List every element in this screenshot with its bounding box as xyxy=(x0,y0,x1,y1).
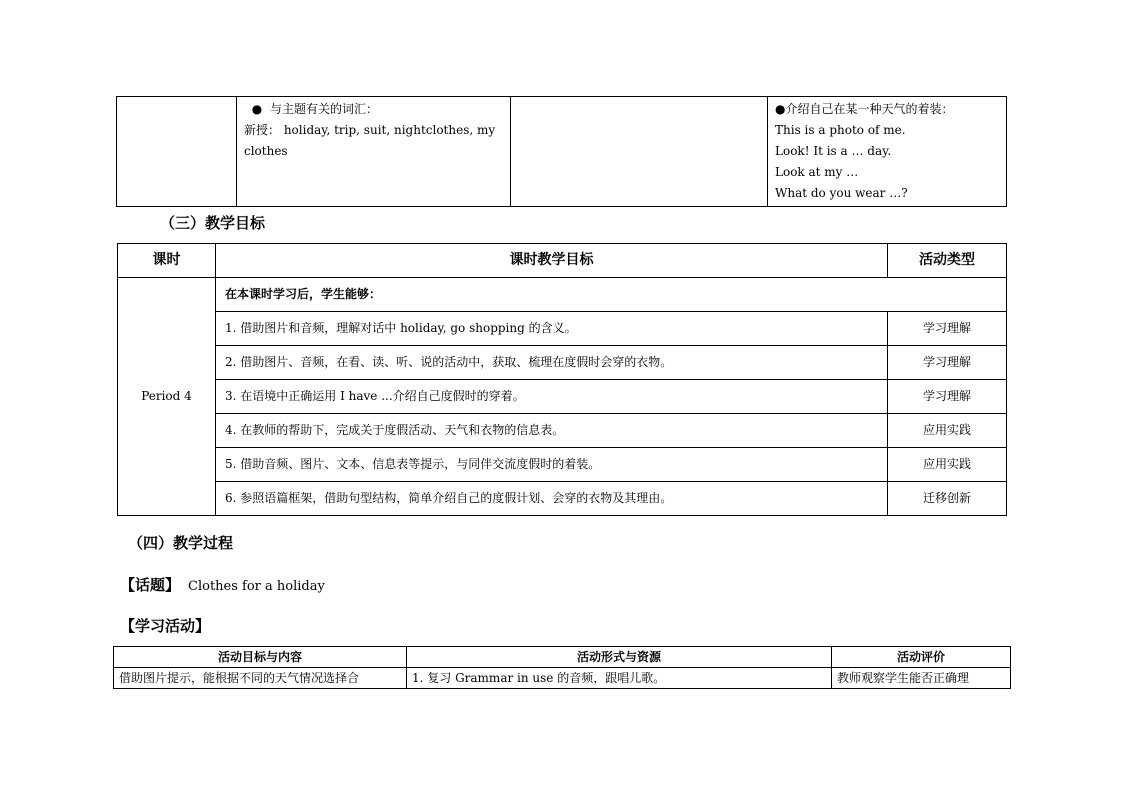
goal-cell: 5. 借助音频、图片、文本、信息表等提示，与同伴交流度假时的着装。 xyxy=(216,448,888,482)
activity-row xyxy=(114,668,1011,689)
header-type: 活动类型 xyxy=(888,244,1007,278)
period-cell: Period 4 xyxy=(118,278,216,516)
goal-cell: 1. 借助图片和音频，理解对话中 holiday, go shopping 的含义。 xyxy=(216,312,888,346)
header-form: 活动形式与资源 xyxy=(407,647,832,668)
vocabulary-table xyxy=(116,96,1007,207)
type-cell: 应用实践 xyxy=(888,414,1007,448)
activity-form-cell: 1. 复习 Grammar in use 的音频，跟唱儿歌。 xyxy=(407,668,832,689)
expression-line: This is a photo of me. xyxy=(775,123,906,137)
type-cell: 学习理解 xyxy=(888,312,1007,346)
empty-cell xyxy=(117,97,237,207)
vocabulary-cell xyxy=(237,97,511,207)
vocabulary-text: 新授： holiday, trip, suit, nightclothes, my clothes xyxy=(244,123,496,158)
objectives-header-row xyxy=(118,244,1007,278)
type-cell: 学习理解 xyxy=(888,346,1007,380)
objective-row xyxy=(118,346,1007,380)
objective-row xyxy=(118,414,1007,448)
expression-title: ●介绍自己在某一种天气的着装： xyxy=(775,102,954,116)
expression-line: Look at my … xyxy=(775,165,859,179)
header-goal: 课时教学目标 xyxy=(216,244,888,278)
expression-line: What do you wear …? xyxy=(775,186,908,200)
goal-cell: 4. 在教师的帮助下，完成关于度假活动、天气和衣物的信息表。 xyxy=(216,414,888,448)
objectives-intro-row xyxy=(118,278,1007,312)
type-cell: 学习理解 xyxy=(888,380,1007,414)
activities-header-row xyxy=(114,647,1011,668)
activity-evaluation-cell: 教师观察学生能否正确理 xyxy=(832,668,1011,689)
type-cell: 迁移创新 xyxy=(888,482,1007,516)
topic-line xyxy=(120,575,325,597)
objective-row xyxy=(118,448,1007,482)
goal-cell: 3. 在语境中正确运用 I have ...介绍自己度假时的穿着。 xyxy=(216,380,888,414)
intro-cell: 在本课时学习后，学生能够： xyxy=(216,278,1007,312)
section3-heading: （三）教学目标 xyxy=(160,214,266,232)
activities-table xyxy=(113,646,1011,689)
objective-row xyxy=(118,380,1007,414)
objective-row xyxy=(118,482,1007,516)
header-objective: 活动目标与内容 xyxy=(114,647,407,668)
header-period: 课时 xyxy=(118,244,216,278)
vocabulary-title: ● 与主题有关的词汇： xyxy=(244,99,503,120)
type-cell: 应用实践 xyxy=(888,448,1007,482)
objective-row xyxy=(118,312,1007,346)
goal-cell: 6. 参照语篇框架，借助句型结构，简单介绍自己的度假计划、会穿的衣物及其理由。 xyxy=(216,482,888,516)
section4-heading: （四）教学过程 xyxy=(128,534,234,552)
header-evaluation: 活动评价 xyxy=(832,647,1011,668)
activity-objective-cell: 借助图片提示，能根据不同的天气情况选择合 xyxy=(114,668,407,689)
activities-heading: 【学习活动】 xyxy=(120,617,211,635)
goal-cell: 2. 借助图片、音频，在看、读、听、说的活动中，获取、梳理在度假时会穿的衣物。 xyxy=(216,346,888,380)
objectives-table xyxy=(117,243,1007,516)
bullet-icon: ● xyxy=(251,102,263,116)
topic-label: 【话题】 xyxy=(120,576,181,594)
empty-cell xyxy=(511,97,768,207)
expression-cell xyxy=(768,97,1007,207)
expression-line: Look! It is a … day. xyxy=(775,144,892,158)
topic-value: Clothes for a holiday xyxy=(188,579,325,594)
